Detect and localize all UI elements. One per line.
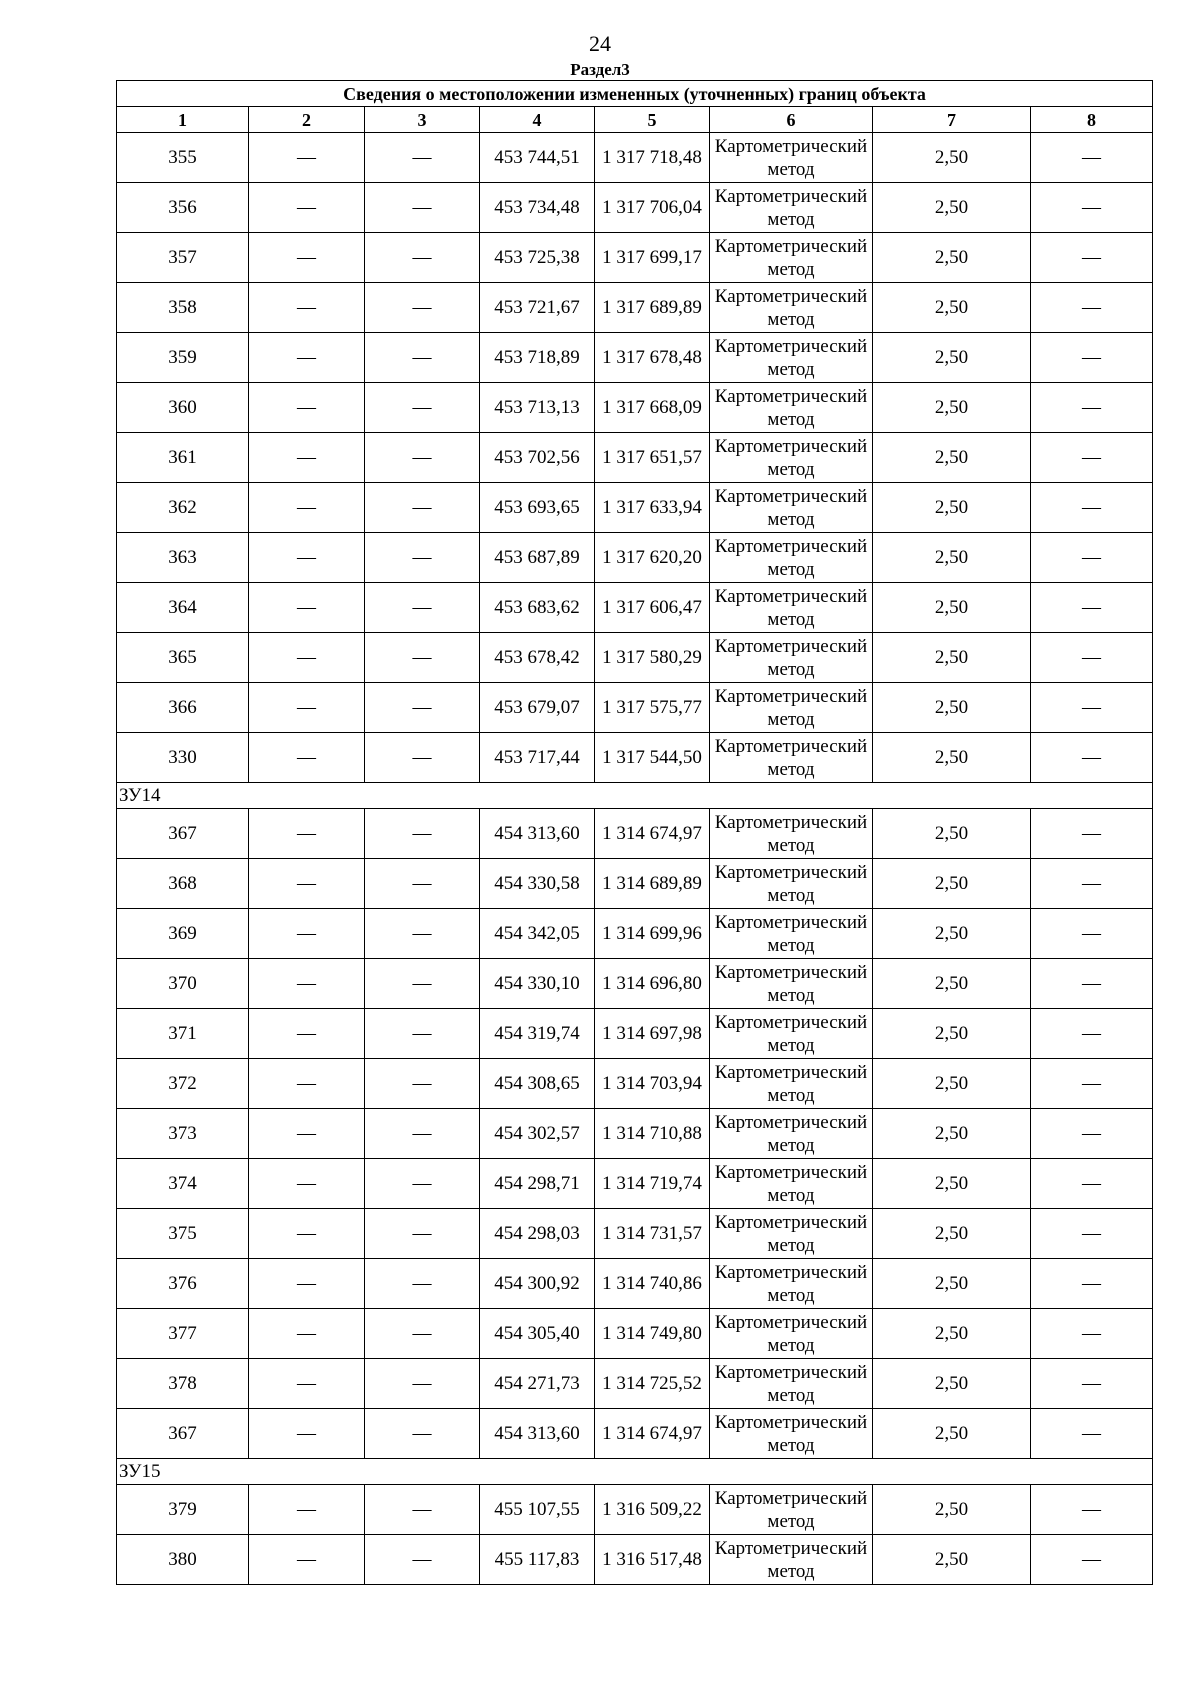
cell-col-8: — xyxy=(1031,1109,1153,1159)
cell-col-1: 364 xyxy=(117,583,249,633)
cell-col-8: — xyxy=(1031,1409,1153,1459)
cell-col-6: Картометрический метод xyxy=(710,1359,873,1409)
cell-col-3: — xyxy=(365,809,480,859)
cell-col-7: 2,50 xyxy=(873,183,1031,233)
cell-col-6: Картометрический метод xyxy=(710,283,873,333)
cell-col-7: 2,50 xyxy=(873,483,1031,533)
cell-col-8: — xyxy=(1031,1059,1153,1109)
cell-col-5: 1 317 580,29 xyxy=(595,633,710,683)
cell-col-8: — xyxy=(1031,1309,1153,1359)
group-label: ЗУ15 xyxy=(117,1459,1153,1485)
cell-col-6: Картометрический метод xyxy=(710,533,873,583)
cell-col-2: — xyxy=(249,533,365,583)
cell-col-5: 1 317 668,09 xyxy=(595,383,710,433)
cell-col-5: 1 314 749,80 xyxy=(595,1309,710,1359)
cell-col-4: 454 313,60 xyxy=(480,809,595,859)
cell-col-8: — xyxy=(1031,483,1153,533)
table-body xyxy=(117,133,1153,1585)
table-row xyxy=(117,683,1153,733)
cell-col-3: — xyxy=(365,133,480,183)
cell-col-3: — xyxy=(365,959,480,1009)
boundary-coordinates-table xyxy=(116,80,1153,1585)
column-number-row xyxy=(117,107,1153,133)
cell-col-1: 372 xyxy=(117,1059,249,1109)
cell-col-2: — xyxy=(249,1485,365,1535)
cell-col-6: Картометрический метод xyxy=(710,683,873,733)
cell-col-1: 376 xyxy=(117,1259,249,1309)
table-row xyxy=(117,959,1153,1009)
table-row xyxy=(117,1409,1153,1459)
cell-col-3: — xyxy=(365,1535,480,1585)
cell-col-1: 369 xyxy=(117,909,249,959)
cell-col-3: — xyxy=(365,533,480,583)
table-row xyxy=(117,1485,1153,1535)
cell-col-7: 2,50 xyxy=(873,633,1031,683)
cell-col-5: 1 317 606,47 xyxy=(595,583,710,633)
table-caption: Сведения о местоположении измененных (уточненных) границ объекта xyxy=(117,81,1153,107)
page-number: 24 xyxy=(589,31,611,56)
table-row xyxy=(117,533,1153,583)
cell-col-6: Картометрический метод xyxy=(710,859,873,909)
cell-col-6: Картометрический метод xyxy=(710,133,873,183)
cell-col-5: 1 317 620,20 xyxy=(595,533,710,583)
cell-col-5: 1 317 706,04 xyxy=(595,183,710,233)
cell-col-7: 2,50 xyxy=(873,383,1031,433)
cell-col-1: 358 xyxy=(117,283,249,333)
cell-col-6: Картометрический метод xyxy=(710,183,873,233)
cell-col-7: 2,50 xyxy=(873,859,1031,909)
cell-col-2: — xyxy=(249,383,365,433)
cell-col-1: 357 xyxy=(117,233,249,283)
column-header: 2 xyxy=(249,107,365,133)
cell-col-2: — xyxy=(249,633,365,683)
cell-col-6: Картометрический метод xyxy=(710,1485,873,1535)
cell-col-1: 355 xyxy=(117,133,249,183)
cell-col-3: — xyxy=(365,383,480,433)
table-row xyxy=(117,1259,1153,1309)
cell-col-8: — xyxy=(1031,333,1153,383)
cell-col-5: 1 314 719,74 xyxy=(595,1159,710,1209)
cell-col-7: 2,50 xyxy=(873,1485,1031,1535)
cell-col-4: 454 302,57 xyxy=(480,1109,595,1159)
table-row xyxy=(117,133,1153,183)
table-row xyxy=(117,1159,1153,1209)
cell-col-6: Картометрический метод xyxy=(710,583,873,633)
cell-col-1: 373 xyxy=(117,1109,249,1159)
cell-col-5: 1 314 725,52 xyxy=(595,1359,710,1409)
cell-col-1: 375 xyxy=(117,1209,249,1259)
cell-col-5: 1 314 710,88 xyxy=(595,1109,710,1159)
cell-col-6: Картометрический метод xyxy=(710,959,873,1009)
cell-col-7: 2,50 xyxy=(873,1535,1031,1585)
cell-col-4: 453 717,44 xyxy=(480,733,595,783)
table-row xyxy=(117,383,1153,433)
cell-col-8: — xyxy=(1031,1259,1153,1309)
cell-col-1: 380 xyxy=(117,1535,249,1585)
cell-col-2: — xyxy=(249,859,365,909)
cell-col-2: — xyxy=(249,233,365,283)
cell-col-8: — xyxy=(1031,183,1153,233)
cell-col-1: 365 xyxy=(117,633,249,683)
cell-col-4: 454 308,65 xyxy=(480,1059,595,1109)
cell-col-2: — xyxy=(249,1359,365,1409)
cell-col-4: 453 734,48 xyxy=(480,183,595,233)
cell-col-1: 367 xyxy=(117,809,249,859)
cell-col-7: 2,50 xyxy=(873,809,1031,859)
cell-col-7: 2,50 xyxy=(873,533,1031,583)
cell-col-5: 1 316 517,48 xyxy=(595,1535,710,1585)
table-row xyxy=(117,183,1153,233)
cell-col-7: 2,50 xyxy=(873,233,1031,283)
cell-col-6: Картометрический метод xyxy=(710,1009,873,1059)
cell-col-7: 2,50 xyxy=(873,959,1031,1009)
cell-col-2: — xyxy=(249,909,365,959)
cell-col-3: — xyxy=(365,1409,480,1459)
cell-col-7: 2,50 xyxy=(873,583,1031,633)
cell-col-7: 2,50 xyxy=(873,1409,1031,1459)
cell-col-4: 453 693,65 xyxy=(480,483,595,533)
cell-col-2: — xyxy=(249,1159,365,1209)
column-header: 1 xyxy=(117,107,249,133)
table-row xyxy=(117,583,1153,633)
cell-col-5: 1 314 703,94 xyxy=(595,1059,710,1109)
cell-col-5: 1 317 699,17 xyxy=(595,233,710,283)
cell-col-6: Картометрический метод xyxy=(710,1109,873,1159)
table-row xyxy=(117,333,1153,383)
cell-col-1: 330 xyxy=(117,733,249,783)
cell-col-5: 1 314 674,97 xyxy=(595,809,710,859)
cell-col-5: 1 314 731,57 xyxy=(595,1209,710,1259)
cell-col-4: 454 298,71 xyxy=(480,1159,595,1209)
cell-col-4: 453 721,67 xyxy=(480,283,595,333)
cell-col-3: — xyxy=(365,859,480,909)
cell-col-7: 2,50 xyxy=(873,1209,1031,1259)
column-header: 3 xyxy=(365,107,480,133)
cell-col-8: — xyxy=(1031,683,1153,733)
cell-col-8: — xyxy=(1031,1485,1153,1535)
cell-col-5: 1 317 651,57 xyxy=(595,433,710,483)
cell-col-2: — xyxy=(249,1535,365,1585)
cell-col-8: — xyxy=(1031,959,1153,1009)
section-label: Раздел3 xyxy=(570,60,630,79)
cell-col-6: Картометрический метод xyxy=(710,633,873,683)
cell-col-2: — xyxy=(249,1259,365,1309)
table-row xyxy=(117,483,1153,533)
cell-col-3: — xyxy=(365,433,480,483)
cell-col-2: — xyxy=(249,1209,365,1259)
cell-col-8: — xyxy=(1031,533,1153,583)
cell-col-2: — xyxy=(249,483,365,533)
cell-col-8: — xyxy=(1031,583,1153,633)
cell-col-1: 379 xyxy=(117,1485,249,1535)
cell-col-7: 2,50 xyxy=(873,283,1031,333)
cell-col-1: 367 xyxy=(117,1409,249,1459)
cell-col-2: — xyxy=(249,283,365,333)
cell-col-2: — xyxy=(249,1409,365,1459)
cell-col-5: 1 317 689,89 xyxy=(595,283,710,333)
cell-col-8: — xyxy=(1031,433,1153,483)
cell-col-3: — xyxy=(365,1009,480,1059)
cell-col-7: 2,50 xyxy=(873,909,1031,959)
cell-col-8: — xyxy=(1031,1159,1153,1209)
cell-col-3: — xyxy=(365,1259,480,1309)
cell-col-6: Картометрический метод xyxy=(710,1535,873,1585)
cell-col-6: Картометрический метод xyxy=(710,809,873,859)
cell-col-7: 2,50 xyxy=(873,1009,1031,1059)
cell-col-8: — xyxy=(1031,1209,1153,1259)
group-row xyxy=(117,783,1153,809)
cell-col-5: 1 314 696,80 xyxy=(595,959,710,1009)
cell-col-3: — xyxy=(365,1059,480,1109)
cell-col-6: Картометрический метод xyxy=(710,433,873,483)
column-header: 6 xyxy=(710,107,873,133)
cell-col-3: — xyxy=(365,683,480,733)
cell-col-6: Картометрический метод xyxy=(710,1209,873,1259)
cell-col-7: 2,50 xyxy=(873,683,1031,733)
cell-col-2: — xyxy=(249,809,365,859)
cell-col-2: — xyxy=(249,1009,365,1059)
table-row xyxy=(117,1359,1153,1409)
cell-col-7: 2,50 xyxy=(873,733,1031,783)
cell-col-3: — xyxy=(365,1485,480,1535)
cell-col-3: — xyxy=(365,183,480,233)
cell-col-3: — xyxy=(365,1209,480,1259)
table-row xyxy=(117,1009,1153,1059)
cell-col-3: — xyxy=(365,1309,480,1359)
cell-col-2: — xyxy=(249,1309,365,1359)
cell-col-5: 1 316 509,22 xyxy=(595,1485,710,1535)
cell-col-4: 454 313,60 xyxy=(480,1409,595,1459)
cell-col-1: 361 xyxy=(117,433,249,483)
table-row xyxy=(117,1059,1153,1109)
cell-col-6: Картометрический метод xyxy=(710,483,873,533)
cell-col-7: 2,50 xyxy=(873,1309,1031,1359)
cell-col-4: 454 305,40 xyxy=(480,1309,595,1359)
cell-col-6: Картометрический метод xyxy=(710,733,873,783)
cell-col-5: 1 314 699,96 xyxy=(595,909,710,959)
column-header: 8 xyxy=(1031,107,1153,133)
cell-col-2: — xyxy=(249,959,365,1009)
cell-col-8: — xyxy=(1031,809,1153,859)
cell-col-7: 2,50 xyxy=(873,333,1031,383)
cell-col-8: — xyxy=(1031,1009,1153,1059)
cell-col-4: 454 330,10 xyxy=(480,959,595,1009)
cell-col-6: Картометрический метод xyxy=(710,1259,873,1309)
cell-col-1: 371 xyxy=(117,1009,249,1059)
cell-col-3: — xyxy=(365,583,480,633)
cell-col-5: 1 314 697,98 xyxy=(595,1009,710,1059)
cell-col-8: — xyxy=(1031,733,1153,783)
cell-col-3: — xyxy=(365,283,480,333)
cell-col-8: — xyxy=(1031,233,1153,283)
cell-col-6: Картометрический метод xyxy=(710,1409,873,1459)
table-row xyxy=(117,859,1153,909)
cell-col-4: 453 725,38 xyxy=(480,233,595,283)
cell-col-1: 360 xyxy=(117,383,249,433)
cell-col-4: 454 342,05 xyxy=(480,909,595,959)
cell-col-3: — xyxy=(365,1159,480,1209)
cell-col-8: — xyxy=(1031,283,1153,333)
column-header: 5 xyxy=(595,107,710,133)
cell-col-4: 454 300,92 xyxy=(480,1259,595,1309)
cell-col-4: 453 678,42 xyxy=(480,633,595,683)
cell-col-5: 1 314 689,89 xyxy=(595,859,710,909)
cell-col-5: 1 314 740,86 xyxy=(595,1259,710,1309)
cell-col-4: 454 298,03 xyxy=(480,1209,595,1259)
cell-col-7: 2,50 xyxy=(873,1159,1031,1209)
table-row xyxy=(117,1209,1153,1259)
table-row xyxy=(117,633,1153,683)
cell-col-6: Картометрический метод xyxy=(710,1059,873,1109)
cell-col-7: 2,50 xyxy=(873,1109,1031,1159)
cell-col-6: Картометрический метод xyxy=(710,383,873,433)
table-row xyxy=(117,1309,1153,1359)
cell-col-2: — xyxy=(249,133,365,183)
cell-col-8: — xyxy=(1031,133,1153,183)
cell-col-6: Картометрический метод xyxy=(710,1309,873,1359)
cell-col-5: 1 317 575,77 xyxy=(595,683,710,733)
cell-col-6: Картометрический метод xyxy=(710,333,873,383)
column-header: 7 xyxy=(873,107,1031,133)
cell-col-5: 1 317 678,48 xyxy=(595,333,710,383)
cell-col-3: — xyxy=(365,733,480,783)
cell-col-2: — xyxy=(249,683,365,733)
column-header: 4 xyxy=(480,107,595,133)
cell-col-1: 359 xyxy=(117,333,249,383)
cell-col-7: 2,50 xyxy=(873,133,1031,183)
cell-col-5: 1 317 633,94 xyxy=(595,483,710,533)
cell-col-7: 2,50 xyxy=(873,1259,1031,1309)
cell-col-2: — xyxy=(249,1109,365,1159)
table-row xyxy=(117,433,1153,483)
cell-col-4: 454 319,74 xyxy=(480,1009,595,1059)
cell-col-1: 374 xyxy=(117,1159,249,1209)
cell-col-3: — xyxy=(365,1359,480,1409)
cell-col-3: — xyxy=(365,233,480,283)
table-row xyxy=(117,909,1153,959)
cell-col-1: 366 xyxy=(117,683,249,733)
cell-col-4: 454 271,73 xyxy=(480,1359,595,1409)
cell-col-4: 454 330,58 xyxy=(480,859,595,909)
cell-col-8: — xyxy=(1031,633,1153,683)
cell-col-7: 2,50 xyxy=(873,433,1031,483)
cell-col-1: 370 xyxy=(117,959,249,1009)
cell-col-1: 378 xyxy=(117,1359,249,1409)
cell-col-1: 362 xyxy=(117,483,249,533)
cell-col-2: — xyxy=(249,433,365,483)
cell-col-2: — xyxy=(249,333,365,383)
group-label: ЗУ14 xyxy=(117,783,1153,809)
cell-col-6: Картометрический метод xyxy=(710,233,873,283)
cell-col-4: 453 687,89 xyxy=(480,533,595,583)
cell-col-3: — xyxy=(365,909,480,959)
cell-col-3: — xyxy=(365,633,480,683)
cell-col-5: 1 317 718,48 xyxy=(595,133,710,183)
cell-col-5: 1 317 544,50 xyxy=(595,733,710,783)
cell-col-4: 453 718,89 xyxy=(480,333,595,383)
table-row xyxy=(117,233,1153,283)
cell-col-7: 2,50 xyxy=(873,1359,1031,1409)
cell-col-6: Картометрический метод xyxy=(710,1159,873,1209)
cell-col-2: — xyxy=(249,1059,365,1109)
table-row xyxy=(117,809,1153,859)
table-row xyxy=(117,733,1153,783)
cell-col-1: 368 xyxy=(117,859,249,909)
cell-col-4: 453 713,13 xyxy=(480,383,595,433)
cell-col-8: — xyxy=(1031,383,1153,433)
cell-col-4: 455 107,55 xyxy=(480,1485,595,1535)
cell-col-1: 356 xyxy=(117,183,249,233)
cell-col-8: — xyxy=(1031,859,1153,909)
cell-col-4: 453 702,56 xyxy=(480,433,595,483)
cell-col-4: 455 117,83 xyxy=(480,1535,595,1585)
cell-col-2: — xyxy=(249,733,365,783)
group-row xyxy=(117,1459,1153,1485)
cell-col-3: — xyxy=(365,333,480,383)
cell-col-8: — xyxy=(1031,1535,1153,1585)
cell-col-7: 2,50 xyxy=(873,1059,1031,1109)
cell-col-1: 377 xyxy=(117,1309,249,1359)
cell-col-3: — xyxy=(365,483,480,533)
table-row xyxy=(117,1535,1153,1585)
cell-col-8: — xyxy=(1031,1359,1153,1409)
cell-col-4: 453 744,51 xyxy=(480,133,595,183)
cell-col-4: 453 683,62 xyxy=(480,583,595,633)
table-row xyxy=(117,1109,1153,1159)
cell-col-8: — xyxy=(1031,909,1153,959)
cell-col-2: — xyxy=(249,583,365,633)
cell-col-4: 453 679,07 xyxy=(480,683,595,733)
cell-col-1: 363 xyxy=(117,533,249,583)
table-row xyxy=(117,283,1153,333)
cell-col-6: Картометрический метод xyxy=(710,909,873,959)
cell-col-5: 1 314 674,97 xyxy=(595,1409,710,1459)
cell-col-2: — xyxy=(249,183,365,233)
cell-col-3: — xyxy=(365,1109,480,1159)
